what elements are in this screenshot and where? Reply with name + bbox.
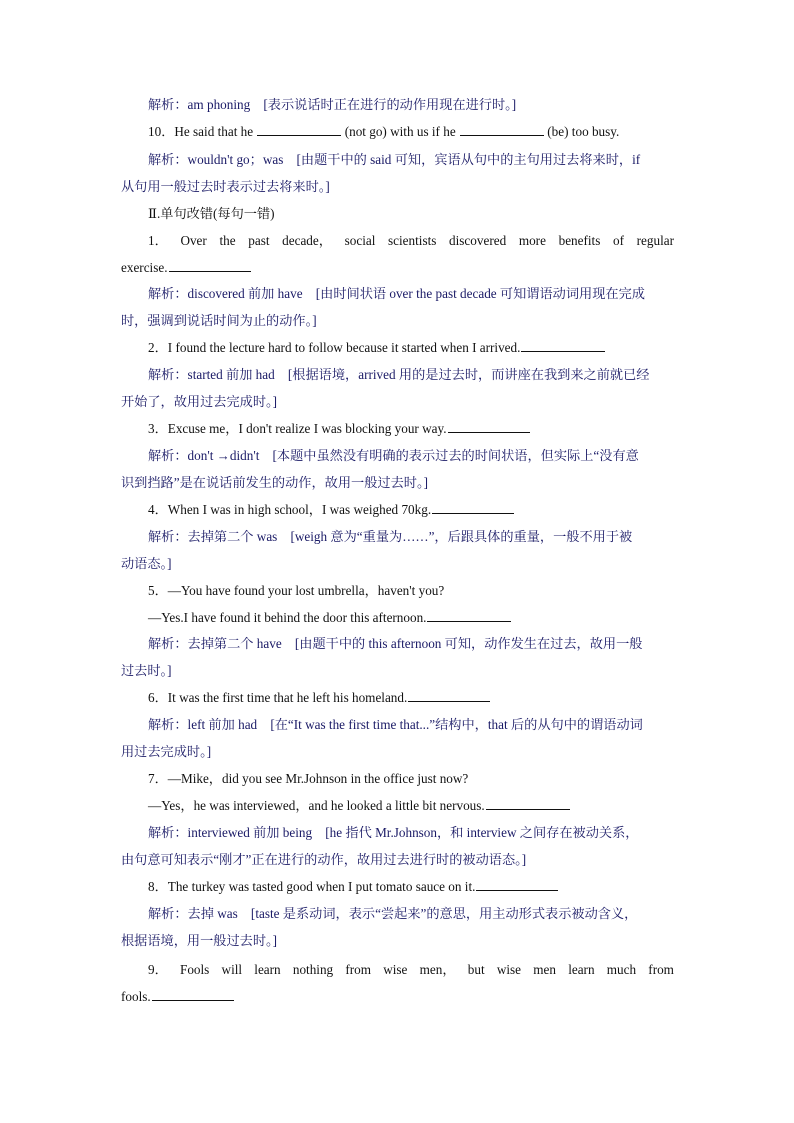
question-9-cont — [121, 988, 674, 1005]
word: Over — [180, 233, 207, 248]
question-text: exercise. — [121, 260, 168, 275]
word: regular — [636, 233, 674, 248]
answer-blank[interactable] — [460, 123, 544, 136]
analysis-line: 解析：left 前加 had [在“It was the first time that...”结构中，that 后的从句中的谓语动词 — [148, 717, 643, 732]
word: the — [219, 233, 236, 248]
word: much — [606, 962, 637, 977]
answer-blank[interactable] — [521, 339, 605, 352]
word: wise — [383, 962, 408, 977]
question-7: 7．—Mike，did you see Mr.Johnson in the office just now? — [148, 771, 469, 786]
word: social — [344, 233, 376, 248]
word: nothing — [292, 962, 334, 977]
analysis-line: 解析：去掉第二个 was [weigh 意为“重量为……”，后跟具体的重量，一般不用于被 — [148, 529, 633, 544]
answer-blank[interactable] — [476, 878, 558, 891]
word: more — [518, 233, 546, 248]
answer-blank[interactable] — [486, 797, 570, 810]
question-text: 8．The turkey was tasted good when I put tomato sauce on it. — [148, 879, 476, 894]
analysis-line: 解析：wouldn't go；was [由题干中的 said 可知，宾语从句中的主句用过去将来时，if — [148, 152, 641, 167]
answer-blank[interactable] — [448, 420, 530, 433]
word: will — [221, 962, 243, 977]
word: of — [613, 233, 624, 248]
word: 9． — [148, 962, 168, 977]
question-text: 3．Excuse me，I don't realize I was blocking your way. — [148, 421, 447, 436]
analysis-line: 解析：去掉 was [taste 是系动词，表示“尝起来”的意思，用主动形式表示被动含义， — [148, 906, 638, 921]
answer-blank[interactable] — [408, 689, 490, 702]
word: from — [648, 962, 674, 977]
question-text: 4．When I was in high school，I was weighed 70kg. — [148, 502, 432, 517]
question-text: 2．I found the lecture hard to follow because it started when I arrived. — [148, 340, 521, 355]
question-text: (be) too busy. — [543, 124, 620, 139]
analysis-line: 解析：去掉第二个 have [由题干中的 this afternoon 可知，动作发生在过去，故用一般 — [148, 636, 643, 651]
analysis-line: 解析：started 前加 had [根据语境，arrived 用的是过去时，而讲座在我到来之前就已经 — [148, 367, 650, 382]
question-text: 6．It was the first time that he left his homeland. — [148, 690, 408, 705]
word: from — [345, 962, 372, 977]
question-1-cont — [121, 259, 674, 276]
question-1 — [121, 232, 674, 249]
question-text: —Yes.I have found it behind the door this afternoon. — [148, 610, 427, 625]
question-3 — [121, 420, 674, 437]
word: 1． — [148, 233, 168, 248]
word: decade， — [282, 233, 332, 248]
answer-blank[interactable] — [427, 609, 511, 622]
analysis-line: 解析：don't →didn't [本题中虽然没有明确的表示过去的时间状语，但实际上“没有意 — [148, 448, 639, 463]
word: men — [533, 962, 556, 977]
question-5: 5．—You have found your lost umbrella，haven't you? — [148, 583, 445, 598]
analysis-line: 由句意可知表示“刚才”正在进行的动作，故用过去进行时的被动语态。] — [121, 852, 527, 867]
word: wise — [496, 962, 522, 977]
analysis-line: 用过去完成时。] — [121, 744, 212, 759]
word: learn — [568, 962, 595, 977]
word: discovered — [449, 233, 507, 248]
word: past — [248, 233, 270, 248]
word: learn — [254, 962, 281, 977]
analysis-line: 根据语境，用一般过去时。] — [121, 933, 278, 948]
question-9 — [121, 961, 674, 978]
analysis-line: 解析：am phoning [表示说话时正在进行的动作用现在进行时。] — [148, 97, 517, 112]
question-text: fools. — [121, 989, 151, 1004]
section-heading: Ⅱ.单句改错(每句一错) — [148, 206, 275, 221]
word: but — [467, 962, 485, 977]
question-2 — [121, 339, 674, 356]
question-text: 10．He said that he — [148, 124, 257, 139]
answer-blank[interactable] — [257, 123, 341, 136]
analysis-line: 动语态。] — [121, 556, 172, 571]
analysis-line: 解析：interviewed 前加 being [he 指代 Mr.Johnson，和 interview 之间存在被动关系， — [148, 825, 639, 840]
question-8 — [121, 878, 674, 895]
question-text: —Yes，he was interviewed，and he looked a little bit nervous. — [148, 798, 485, 813]
analysis-line: 开始了，故用过去完成时。] — [121, 394, 278, 409]
word: scientists — [388, 233, 437, 248]
analysis-line: 时，强调到说话时间为止的动作。] — [121, 313, 317, 328]
answer-blank[interactable] — [169, 259, 251, 272]
word: Fools — [180, 962, 210, 977]
question-5-reply — [121, 609, 674, 626]
question-text: (not go) with us if he — [341, 124, 459, 139]
analysis-line: 从句用一般过去时表示过去将来时。] — [121, 179, 330, 194]
question-10 — [121, 123, 674, 140]
word: men， — [419, 962, 456, 977]
answer-blank[interactable] — [432, 501, 514, 514]
question-6 — [121, 689, 674, 706]
question-4 — [121, 501, 674, 518]
answer-blank[interactable] — [152, 988, 234, 1001]
question-7-reply — [121, 797, 674, 814]
analysis-line: 解析：discovered 前加 have [由时间状语 over the past decade 可知谓语动词用现在完成 — [148, 286, 645, 301]
analysis-line: 过去时。] — [121, 663, 172, 678]
analysis-line: 识到挡路”是在说话前发生的动作，故用一般过去时。] — [121, 475, 428, 490]
word: benefits — [558, 233, 601, 248]
